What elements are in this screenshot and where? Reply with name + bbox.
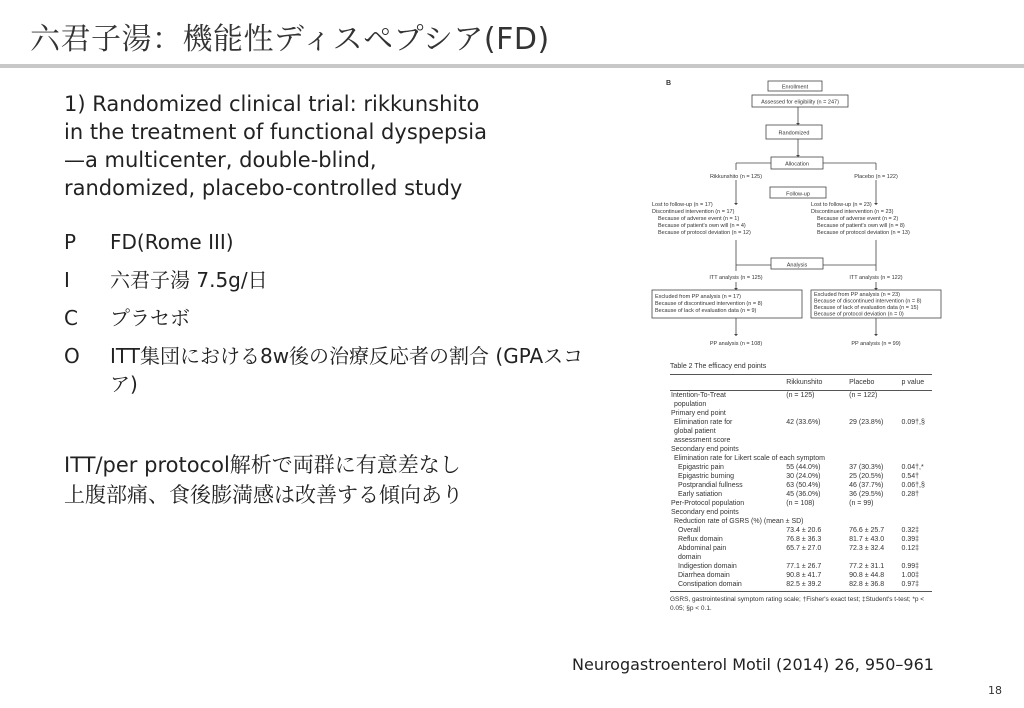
table-row	[670, 463, 932, 472]
flow-lost-line: Lost to follow-up (n = 23)	[811, 202, 872, 208]
table-cell-label: Epigastric pain	[678, 464, 724, 471]
table-cell-label: Diarrhea domain	[678, 572, 730, 579]
table-cell-v: 0.04†,*	[901, 464, 924, 471]
table-row	[670, 535, 932, 544]
table-cell-v	[901, 508, 932, 517]
flow-lost-line: Lost to follow-up (n = 17)	[652, 202, 713, 208]
flow-excluded-line: Because of lack of evaluation data (n = 15)	[814, 305, 919, 311]
pico-row-o	[64, 342, 584, 398]
efficacy-data-table	[670, 374, 932, 592]
table-cell-p: 29 (23.8%)	[849, 419, 884, 426]
table-cell-v	[901, 391, 932, 401]
table-row	[670, 391, 932, 401]
flow-randomized-label: Randomized	[778, 130, 810, 137]
table-cell-v: 1.00‡	[901, 572, 920, 579]
table-header: Rikkunshito	[785, 375, 848, 391]
table-cell-v	[901, 553, 932, 562]
flow-excluded-line: Because of lack of evaluation data (n = 9)	[655, 308, 757, 314]
flow-lost-line: Because of protocol deviation (n = 13)	[817, 230, 910, 236]
table-row	[670, 508, 932, 517]
table-cell-label: assessment score	[674, 437, 731, 444]
flow-followup-label: Follow-up	[786, 191, 810, 198]
citation: Neurogastroenterol Motil (2014) 26, 950–961	[572, 655, 934, 674]
pico-key: C	[64, 306, 78, 330]
flow-excluded-line: Excluded from PP analysis (n = 17)	[655, 294, 741, 300]
table-row	[670, 409, 932, 418]
pico-key: P	[64, 230, 77, 254]
table-row	[670, 580, 932, 592]
table-cell-r: 82.5 ± 39.2	[785, 580, 848, 592]
table-cell-p: 76.6 ± 25.7	[849, 527, 885, 534]
table-header-row	[670, 375, 932, 391]
table-cell-p: 82.8 ± 36.8	[848, 580, 900, 592]
table-header: Placebo	[848, 375, 900, 391]
flow-alloc-placebo: Placebo (n = 122)	[854, 174, 898, 180]
flow-lost-line: Because of patient's own will (n = 8)	[817, 223, 905, 229]
pico-value: プラセボ	[110, 306, 190, 330]
title-divider	[0, 64, 1024, 68]
table-cell-p: 46 (37.7%)	[849, 482, 884, 489]
table-cell-v	[901, 445, 932, 454]
table-cell-label: Elimination rate for	[674, 419, 733, 426]
flow-lost-line: Discontinued intervention (n = 17)	[652, 209, 735, 215]
table-cell-p	[848, 409, 900, 418]
flow-excluded-line: Because of discontinued intervention (n = 8)	[655, 301, 763, 307]
table-cell-r: (n = 108)	[786, 500, 815, 507]
table-row	[670, 490, 932, 499]
table-row	[670, 481, 932, 490]
table-cell-label: Reflux domain	[678, 536, 723, 543]
table-cell-r: 65.7 ± 27.0	[786, 545, 822, 552]
table-cell-v: 0.06†,§	[901, 482, 925, 489]
table-cell-r: 77.1 ± 26.7	[786, 563, 822, 570]
table-cell-v	[901, 400, 932, 409]
flow-lost-line: Because of protocol deviation (n = 12)	[658, 230, 751, 236]
table-row	[670, 454, 932, 463]
table-cell-p: 36 (29.5%)	[849, 491, 884, 498]
consort-flow-diagram	[648, 74, 944, 360]
table-cell-label: Overall	[678, 527, 701, 534]
flow-lost-line: Because of adverse event (n = 2)	[817, 216, 899, 222]
table-cell-r: (n = 125)	[786, 392, 815, 399]
flow-lost-line: Because of adverse event (n = 1)	[658, 216, 740, 222]
table-row	[670, 562, 932, 571]
table-cell-label: population	[674, 401, 707, 408]
pico-list	[64, 228, 584, 408]
pico-key: O	[64, 344, 80, 368]
table-body	[670, 391, 932, 592]
table-cell-r	[785, 427, 848, 436]
table-cell-r: 42 (33.6%)	[786, 419, 821, 426]
table-header	[670, 375, 785, 391]
table-row	[670, 544, 932, 553]
table-cell-p: 77.2 ± 31.1	[849, 563, 885, 570]
table-cell-r: 73.4 ± 20.6	[786, 527, 822, 534]
paper-figure	[648, 74, 944, 654]
table-cell-label: Secondary end points	[671, 446, 739, 453]
paper-title-line: randomized, placebo-controlled study	[64, 176, 463, 200]
table-cell-r: 63 (50.4%)	[786, 482, 821, 489]
table-cell-p	[848, 508, 900, 517]
table-cell-label: Reduction rate of GSRS (%) (mean ± SD)	[674, 518, 804, 525]
paper-title-line: 1) Randomized clinical trial: rikkunshito	[64, 92, 480, 116]
table-cell-label: Constipation domain	[670, 580, 785, 592]
flow-pp-placebo: PP analysis (n = 99)	[851, 341, 901, 347]
table-cell-label: Indigestion domain	[678, 563, 737, 570]
table-row	[670, 526, 932, 535]
flow-itt-placebo: ITT analysis (n = 122)	[849, 275, 903, 281]
pico-value: 六君子湯 7.5g/日	[110, 268, 268, 292]
paper-title-line: in the treatment of functional dyspepsia	[64, 120, 487, 144]
table-cell-p	[848, 436, 900, 445]
table-cell-v: 0.32‡	[901, 527, 920, 534]
table-cell-label: Elimination rate for Likert scale of each symptom	[674, 455, 825, 462]
table-cell-r	[785, 436, 848, 445]
table-cell-label: Per-Protocol population	[671, 500, 745, 507]
table-cell-p	[848, 400, 900, 409]
conclusion	[64, 450, 534, 510]
table-cell-r	[785, 445, 848, 454]
table-cell-p: (n = 122)	[849, 392, 878, 399]
table-cell-label: Postprandial fullness	[678, 482, 743, 489]
pico-value: FD(Rome III)	[110, 230, 234, 254]
table-cell-p: 72.3 ± 32.4	[849, 545, 885, 552]
table-cell-label: Secondary end points	[671, 509, 739, 516]
table-footnote: GSRS, gastrointestinal symptom rating scale; †Fisher's exact test; ‡Student's t-test; *p < 0.05; §p < 0.1.	[670, 596, 925, 612]
table-cell-label: domain	[678, 554, 701, 561]
table-cell-p	[848, 553, 900, 562]
table-cell-label: Epigastric burning	[678, 473, 735, 480]
table-cell-label: Abdominal pain	[678, 545, 727, 552]
table-cell-p: 90.8 ± 44.8	[849, 572, 885, 579]
flow-allocation-label: Allocation	[785, 161, 809, 168]
pico-row-i	[64, 266, 584, 294]
table-row	[670, 553, 932, 562]
page-number: 18	[988, 684, 1002, 697]
flow-excluded-line: Because of discontinued intervention (n = 8)	[814, 298, 922, 305]
slide-title: 六君子湯：機能性ディスペプシア(FD)	[30, 22, 550, 57]
table-cell-r	[785, 508, 848, 517]
table-cell-r: 30 (24.0%)	[786, 473, 821, 480]
table-title: Table 2 The efficacy end points	[670, 363, 767, 370]
table-cell-r: 55 (44.0%)	[786, 464, 821, 471]
table-cell-v	[901, 427, 932, 436]
paper-title	[64, 90, 534, 202]
table-cell-label: Primary end point	[671, 410, 726, 417]
table-cell-p: 37 (30.3%)	[849, 464, 884, 471]
flow-alloc-rikkunshito: Rikkunshito (n = 125)	[709, 174, 763, 180]
table-cell-v	[901, 499, 932, 508]
flow-enrollment-label: Enrollment	[781, 84, 809, 91]
flow-lost-line: Discontinued intervention (n = 23)	[811, 209, 894, 215]
conclusion-line: 上腹部痛、食後膨満感は改善する傾向あり	[64, 483, 463, 507]
table-cell-p: (n = 99)	[849, 500, 874, 507]
table-cell-r	[785, 409, 848, 418]
table-cell-v: 0.99‡	[901, 563, 920, 570]
table-cell-r: 90.8 ± 41.7	[786, 572, 822, 579]
table-cell-r	[785, 400, 848, 409]
table-cell-v: 0.97‡	[901, 580, 932, 592]
table-cell-label: global patient	[674, 428, 716, 435]
table-cell-v	[901, 409, 932, 418]
table-cell-p: 81.7 ± 43.0	[849, 536, 885, 543]
table-row	[670, 418, 932, 427]
table-row	[670, 571, 932, 580]
paper-title-line: —a multicenter, double-blind,	[64, 148, 377, 172]
pico-value: ITT集団における8w後の治療反応者の割合 (GPAスコア)	[110, 344, 584, 396]
table-row	[670, 427, 932, 436]
table-cell-r: 45 (36.0%)	[786, 491, 821, 498]
table-cell-label: Early satiation	[678, 491, 722, 498]
flow-lost-line: Because of patient's own will (n = 4)	[658, 223, 746, 229]
table-row	[670, 499, 932, 508]
table-header: p value	[901, 375, 932, 391]
table-cell-p: 25 (20.5%)	[849, 473, 884, 480]
table-cell-v	[901, 436, 932, 445]
table-cell-r: 76.8 ± 36.3	[786, 536, 822, 543]
table-row	[670, 400, 932, 409]
table-cell-v: 0.09†,§	[901, 419, 925, 426]
conclusion-line: ITT/per protocol解析で両群に有意差なし	[64, 453, 461, 477]
flow-excluded-line: Excluded from PP analysis (n = 23)	[814, 292, 900, 298]
figure-panel-label: B	[666, 80, 672, 87]
table-row	[670, 436, 932, 445]
table-cell-p	[848, 427, 900, 436]
table-cell-v: 0.54†	[901, 473, 920, 480]
flow-pp-rikkunshito: PP analysis (n = 108)	[709, 341, 763, 347]
efficacy-table	[670, 362, 932, 613]
table-row	[670, 472, 932, 481]
table-cell-v: 0.28†	[901, 491, 920, 498]
table-cell-p	[848, 445, 900, 454]
flow-itt-rikkunshito: ITT analysis (n = 125)	[709, 275, 763, 281]
pico-row-p	[64, 228, 584, 256]
flow-analysis-label: Analysis	[786, 262, 808, 269]
table-row	[670, 445, 932, 454]
table-cell-v: 0.39‡	[901, 536, 920, 543]
flow-excluded-line: Because of protocol deviation (n = 0)	[814, 311, 904, 318]
table-cell-v: 0.12‡	[901, 545, 920, 552]
table-row	[670, 517, 932, 526]
flow-assessed-label: Assessed for eligibility (n = 247)	[761, 99, 839, 106]
table-cell-r	[785, 553, 848, 562]
pico-row-c	[64, 304, 584, 332]
table-cell-label: Intention-To-Treat	[671, 392, 726, 399]
pico-key: I	[64, 268, 70, 292]
